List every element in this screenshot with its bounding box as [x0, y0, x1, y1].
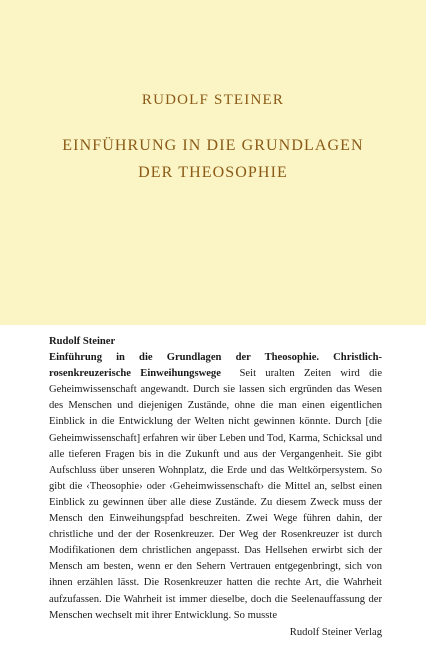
blurb-text-block [49, 334, 382, 624]
blurb-author: Rudolf Steiner [49, 336, 116, 347]
cover-title [0, 132, 426, 186]
blurb-description: Seit uralten Zeiten wird die Geheimwissenschaft angewandt. Durch sie lassen sich ergründen das Wesen des Menschen und diejenigen Zustände, ohne die man einen eigentlichen Einblick in die Entwicklung der Welten nicht gewinnen könnte. Durch [die Geheimwissenschaft] erfahren wir über Leben und Tod, Karma, Schicksal und alle tieferen Fragen bis in die Zukunft und aus der Vergangenheit. Sie gibt Aufschluss über unseren Wohnplatz, die Erde und das Weltkörpersystem. So gibt die ‹Theosophie› oder ‹Geheimwissenschaft› die Mittel an, selbst einen Einblick zu gewinnen über alle diese Zustände. Zu diesem Zweck muss der Mensch den Einweihungspfad beschreiten. Zwei Wege führen dahin, der christliche und der der Rosenkreuzer. Der Weg der Rosenkreuzer ist durch Modifikationen dem christlichen angepasst. Das Hellsehen erwirbt sich der Mensch am besten, wenn er den Sehern Vertrauen entgegenbringt, sich von ihnen erzählen lässt. Die Rosenkreuzer hatten die rechte Art, die Wahrheit aufzufassen. Die Wahrheit ist immer dieselbe, doch die Seelenauffassung der Menschen wechselt mit ihrer Entwicklung. So musste [49, 368, 383, 621]
cover-title-line-1: EINFÜHRUNG IN DIE GRUNDLAGEN [62, 137, 364, 154]
blurb-title: Einführung in die Grundlagen der Theosophie. Christlich-rosenkreuzerische Einweihungswege [49, 352, 382, 380]
publisher-name: Rudolf Steiner Verlag [289, 627, 382, 638]
cover-author: RUDOLF STEINER [141, 92, 285, 108]
cover-title-line-2: DER THEOSOPHIE [138, 164, 288, 181]
